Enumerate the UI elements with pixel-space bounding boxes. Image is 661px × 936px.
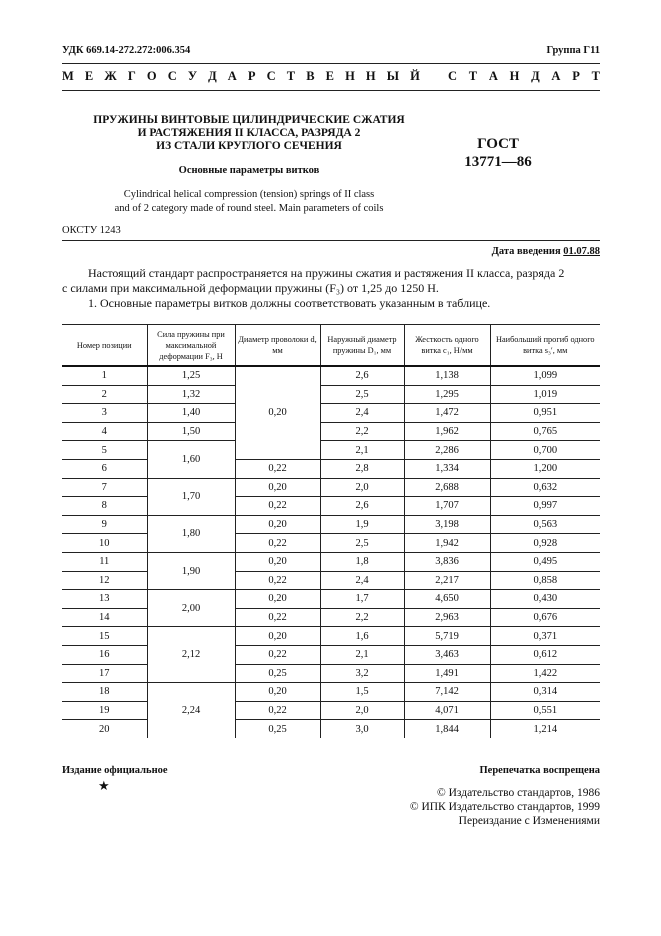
- reissue-note: Переиздание с Изменениями: [458, 815, 600, 827]
- table-body: [62, 366, 600, 738]
- table-row: [62, 683, 600, 702]
- cell-stiffness: 1,844: [404, 720, 490, 738]
- banner-letter: А: [227, 69, 237, 83]
- banner-letter: Т: [591, 69, 600, 83]
- cell-wire-diameter: 0,20: [235, 515, 320, 534]
- cell-deflection: 1,214: [490, 720, 600, 738]
- cell-wire-diameter: 0,25: [235, 720, 320, 738]
- banner-letter: Д: [208, 69, 217, 83]
- cell-stiffness: 7,142: [404, 683, 490, 702]
- cell-deflection: 0,928: [490, 534, 600, 553]
- cell-outer-diameter: 2,6: [320, 497, 404, 516]
- cell-stiffness: 2,217: [404, 571, 490, 590]
- cell-position: 11: [62, 552, 147, 571]
- cell-stiffness: 1,138: [404, 366, 490, 385]
- cell-outer-diameter: 1,5: [320, 683, 404, 702]
- cell-stiffness: 1,962: [404, 422, 490, 441]
- banner-rule: [62, 90, 600, 91]
- copyright-block: [410, 786, 600, 828]
- cell-position: 12: [62, 571, 147, 590]
- cell-wire-diameter: 0,20: [235, 366, 320, 459]
- english-title: [62, 188, 436, 216]
- table-row: [62, 422, 600, 441]
- cell-deflection: 0,612: [490, 645, 600, 664]
- cell-outer-diameter: 2,4: [320, 404, 404, 423]
- copyright-1999: © ИПК Издательство стандартов, 1999: [409, 801, 600, 813]
- cell-position: 15: [62, 627, 147, 646]
- cell-stiffness: 1,472: [404, 404, 490, 423]
- cell-wire-diameter: 0,22: [235, 608, 320, 627]
- scope-paragraph-line-2: с силами при максимальной деформации пружины (F₃) от 1,25 до 1250 Н.: [62, 281, 439, 295]
- cell-outer-diameter: 2,6: [320, 366, 404, 385]
- cell-force: 1,80: [147, 515, 235, 552]
- cell-stiffness: 3,463: [404, 645, 490, 664]
- header-wire-diameter: Диаметр проволоки d, мм: [235, 325, 320, 367]
- cell-outer-diameter: 1,7: [320, 590, 404, 609]
- cell-deflection: 0,430: [490, 590, 600, 609]
- top-rule: [62, 63, 600, 64]
- cell-outer-diameter: 2,5: [320, 534, 404, 553]
- cell-stiffness: 4,650: [404, 590, 490, 609]
- document-subtitle: Основные параметры витков: [178, 165, 320, 176]
- banner-letter: А: [488, 69, 498, 83]
- cell-wire-diameter: 0,22: [235, 497, 320, 516]
- cell-position: 14: [62, 608, 147, 627]
- table-row: [62, 534, 600, 553]
- cell-wire-diameter: 0,20: [235, 683, 320, 702]
- cell-position: 5: [62, 441, 147, 460]
- cell-deflection: 1,099: [490, 366, 600, 385]
- banner-letter: О: [146, 69, 157, 83]
- cell-stiffness: 1,334: [404, 459, 490, 478]
- cell-force: 1,90: [147, 552, 235, 589]
- standard-banner: [62, 69, 600, 84]
- cell-wire-diameter: 0,20: [235, 552, 320, 571]
- title-line-3: ИЗ СТАЛИ КРУГЛОГО СЕЧЕНИЯ: [156, 140, 342, 152]
- cell-stiffness: 3,198: [404, 515, 490, 534]
- cell-position: 9: [62, 515, 147, 534]
- cell-deflection: 1,019: [490, 385, 600, 404]
- header-position: Номер позиции: [62, 325, 147, 367]
- banner-letter: Е: [325, 69, 334, 83]
- english-title-line-2: and of 2 category made of round steel. Main parameters of coils: [114, 203, 384, 214]
- banner-letter: С: [266, 69, 276, 83]
- cell-outer-diameter: 3,0: [320, 720, 404, 738]
- cell-deflection: 1,422: [490, 664, 600, 683]
- cell-deflection: 0,632: [490, 478, 600, 497]
- cell-position: 7: [62, 478, 147, 497]
- okstu-rule: [62, 240, 600, 241]
- cell-wire-diameter: 0,22: [235, 534, 320, 553]
- cell-force: 1,60: [147, 441, 235, 478]
- cell-position: 16: [62, 645, 147, 664]
- cell-outer-diameter: 3,2: [320, 664, 404, 683]
- table-row: [62, 515, 600, 534]
- cell-force: 2,12: [147, 627, 235, 683]
- english-title-line-1: Cylindrical helical compression (tension) springs of II class: [123, 189, 375, 200]
- cell-force: 1,70: [147, 478, 235, 515]
- cell-position: 19: [62, 701, 147, 720]
- cell-outer-diameter: 2,8: [320, 459, 404, 478]
- cell-force: 1,40: [147, 404, 235, 423]
- table-row: [62, 608, 600, 627]
- cell-force: 1,50: [147, 422, 235, 441]
- banner-letter: С: [448, 69, 458, 83]
- cell-outer-diameter: 2,5: [320, 385, 404, 404]
- header-stiffness: Жесткость одного витка c₁, Н/мм: [404, 325, 490, 367]
- banner-letter: Т: [468, 69, 478, 83]
- cell-force: 2,24: [147, 683, 235, 738]
- cell-stiffness: 3,836: [404, 552, 490, 571]
- cell-stiffness: 1,491: [404, 664, 490, 683]
- cell-deflection: 0,951: [490, 404, 600, 423]
- cell-wire-diameter: 0,20: [235, 478, 320, 497]
- cell-wire-diameter: 0,22: [235, 459, 320, 478]
- cell-stiffness: 5,719: [404, 627, 490, 646]
- cell-position: 13: [62, 590, 147, 609]
- requirement-paragraph: 1. Основные параметры витков должны соответствовать указанным в таблице.: [88, 296, 491, 310]
- cell-position: 10: [62, 534, 147, 553]
- cell-stiffness: 2,286: [404, 441, 490, 460]
- cell-outer-diameter: 2,1: [320, 645, 404, 664]
- cell-deflection: 0,314: [490, 683, 600, 702]
- table-row: [62, 720, 600, 738]
- banner-left-word: [62, 69, 420, 84]
- banner-letter: Н: [509, 69, 520, 83]
- cell-outer-diameter: 2,0: [320, 701, 404, 720]
- udk-code: УДК 669.14-272.272:006.354: [62, 45, 191, 56]
- cell-position: 17: [62, 664, 147, 683]
- table-row: [62, 664, 600, 683]
- cell-wire-diameter: 0,22: [235, 571, 320, 590]
- cell-position: 4: [62, 422, 147, 441]
- banner-letter: У: [187, 69, 197, 83]
- banner-letter: Ы: [386, 69, 400, 83]
- intro-date-value: 01.07.88: [563, 246, 600, 257]
- copyright-1986: © Издательство стандартов, 1986: [436, 787, 600, 799]
- table-row: [62, 478, 600, 497]
- cell-deflection: 0,563: [490, 515, 600, 534]
- banner-letter: М: [62, 69, 74, 83]
- header-force: Сила пружины при максимальной деформации F₃, Н: [147, 325, 235, 367]
- cell-stiffness: 4,071: [404, 701, 490, 720]
- cell-outer-diameter: 1,6: [320, 627, 404, 646]
- table-row: [62, 701, 600, 720]
- table-row: [62, 459, 600, 478]
- header-deflection: Наибольший прогиб одного витка s₃′, мм: [490, 325, 600, 367]
- document-title: [62, 114, 436, 153]
- cell-position: 8: [62, 497, 147, 516]
- cell-stiffness: 2,688: [404, 478, 490, 497]
- cell-deflection: 0,700: [490, 441, 600, 460]
- cell-deflection: 0,495: [490, 552, 600, 571]
- scope-paragraph-line-1: Настоящий стандарт распространяется на пружины сжатия и растяжения II класса, разряда 2: [88, 266, 565, 280]
- cell-stiffness: 1,707: [404, 497, 490, 516]
- gost-number: 13771—86: [464, 154, 532, 170]
- banner-letter: Р: [247, 69, 256, 83]
- banner-letter: Е: [84, 69, 94, 83]
- cell-position: 20: [62, 720, 147, 738]
- table-row: [62, 366, 600, 385]
- cell-outer-diameter: 1,8: [320, 552, 404, 571]
- okstu-code: ОКСТУ 1243: [62, 225, 121, 236]
- intro-date: [492, 246, 600, 257]
- title-line-2: И РАСТЯЖЕНИЯ II КЛАССА, РАЗРЯДА 2: [137, 127, 361, 139]
- cell-position: 2: [62, 385, 147, 404]
- table-row: [62, 441, 600, 460]
- banner-letter: В: [306, 69, 315, 83]
- cell-deflection: 0,997: [490, 497, 600, 516]
- header-outer-diameter: Наружный диаметр пружины D₁, мм: [320, 325, 404, 367]
- banner-letter: Г: [127, 69, 136, 83]
- official-edition: Издание официальное: [62, 765, 168, 776]
- cell-wire-diameter: 0,20: [235, 590, 320, 609]
- cell-stiffness: 1,295: [404, 385, 490, 404]
- cell-deflection: 0,858: [490, 571, 600, 590]
- cell-wire-diameter: 0,25: [235, 664, 320, 683]
- table-row: [62, 571, 600, 590]
- banner-letter: Д: [531, 69, 540, 83]
- cell-deflection: 0,551: [490, 701, 600, 720]
- cell-wire-diameter: 0,22: [235, 645, 320, 664]
- banner-letter: С: [167, 69, 177, 83]
- cell-position: 3: [62, 404, 147, 423]
- table-row: [62, 385, 600, 404]
- table-row: [62, 497, 600, 516]
- banner-letter: Т: [286, 69, 296, 83]
- table-header-row: [62, 325, 600, 367]
- cell-stiffness: 1,942: [404, 534, 490, 553]
- banner-letter: Р: [572, 69, 580, 83]
- table-row: [62, 645, 600, 664]
- intro-date-label: Дата введения: [491, 246, 561, 257]
- cell-wire-diameter: 0,22: [235, 701, 320, 720]
- body-text: [62, 266, 600, 311]
- cell-force: 2,00: [147, 590, 235, 627]
- cell-outer-diameter: 2,1: [320, 441, 404, 460]
- group-code: Группа Г11: [546, 45, 600, 56]
- cell-deflection: 0,371: [490, 627, 600, 646]
- table-row: [62, 627, 600, 646]
- cell-outer-diameter: 2,2: [320, 608, 404, 627]
- banner-letter: А: [551, 69, 561, 83]
- cell-position: 1: [101, 370, 107, 382]
- cell-stiffness: 2,963: [404, 608, 490, 627]
- banner-right-word: [448, 69, 600, 84]
- cell-wire-diameter: 0,20: [235, 627, 320, 646]
- table-row: [62, 590, 600, 609]
- cell-outer-diameter: 1,9: [320, 515, 404, 534]
- gost-designation: [448, 135, 548, 171]
- banner-letter: Ж: [104, 69, 117, 83]
- banner-letter: Й: [410, 69, 420, 83]
- cell-deflection: 1,200: [490, 459, 600, 478]
- cell-outer-diameter: 2,2: [320, 422, 404, 441]
- title-line-1: ПРУЖИНЫ ВИНТОВЫЕ ЦИЛИНДРИЧЕСКИЕ СЖАТИЯ: [93, 114, 405, 126]
- parameters-table: [62, 324, 600, 738]
- star-mark: ★: [98, 778, 110, 793]
- cell-outer-diameter: 2,4: [320, 571, 404, 590]
- cell-outer-diameter: 2,0: [320, 478, 404, 497]
- banner-letter: Н: [365, 69, 376, 83]
- cell-position: 6: [62, 459, 147, 478]
- cell-force: 1,25: [147, 366, 235, 385]
- banner-letter: Н: [345, 69, 355, 83]
- cell-force: 1,32: [147, 385, 235, 404]
- cell-deflection: 0,765: [490, 422, 600, 441]
- reprint-notice: Перепечатка воспрещена: [479, 765, 600, 776]
- cell-position: 18: [62, 683, 147, 702]
- table-row: [62, 552, 600, 571]
- cell-deflection: 0,676: [490, 608, 600, 627]
- gost-label: ГОСТ: [477, 136, 519, 152]
- table-row: [62, 404, 600, 423]
